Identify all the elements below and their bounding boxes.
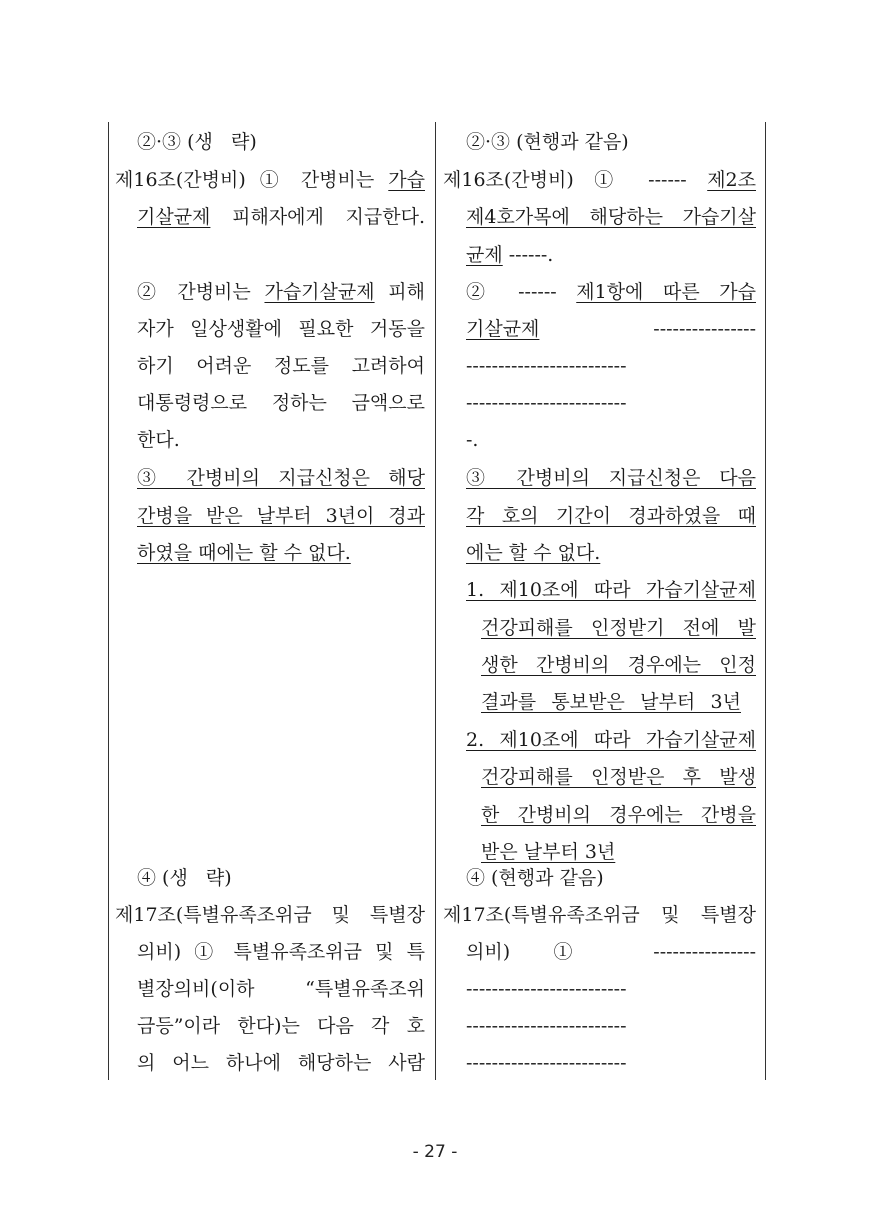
text-line: 대통령령으로 정하는 금액으로 (137, 392, 425, 414)
text-line: 1. 제10조에 따라 가습기살균제 (466, 579, 756, 601)
text-line: 받은 날부터 3년 (481, 841, 616, 863)
text-line (137, 280, 425, 304)
text-segment: ② 간병비는 (137, 281, 265, 303)
text-line: 제17조(특별유족조위금 및 특별장 (443, 904, 756, 926)
text-line (466, 243, 616, 267)
text-line: 결과를 통보받은 날부터 3년 (481, 691, 741, 713)
text-line: ②·③ (생 략) (137, 131, 257, 153)
text-segment: 제2조 (707, 169, 756, 191)
text-line: 하기 어려운 정도를 고려하여 (137, 355, 425, 377)
text-line (137, 205, 425, 229)
text-line: ------------------------- (466, 392, 627, 414)
text-line (466, 940, 756, 964)
text-segment: 피해 (374, 281, 425, 303)
text-line (466, 280, 756, 304)
text-segment: 의비) ① (466, 941, 654, 963)
text-segment: 피해자에게 지급한다. (210, 206, 425, 228)
table-border-left (108, 122, 109, 1080)
text-segment: 가습기살균제 (264, 281, 375, 303)
text-segment: 제1항에 따른 가습 (576, 281, 756, 303)
text-line: ④ (현행과 같음) (466, 867, 604, 889)
text-line: 2. 제10조에 따라 가습기살균제 (466, 729, 756, 751)
text-line (443, 168, 756, 192)
text-segment: 제16조(간병비) ① 간병비는 (115, 169, 389, 191)
text-line: ④ (생 략) (137, 867, 232, 889)
text-line: 한다. (137, 429, 180, 451)
text-line: 한 간병비의 경우에는 간병을 (481, 804, 756, 826)
text-line: ------------------------- (466, 355, 627, 377)
text-segment: ---------------- (653, 941, 756, 963)
text-line: 의비) ① 특별유족조위금 및 특 (137, 941, 425, 963)
text-line: ②·③ (현행과 같음) (466, 131, 629, 153)
text-line: 건강피해를 인정받기 전에 발 (481, 617, 756, 639)
text-line: 하였을 때에는 할 수 없다. (137, 542, 351, 564)
text-line: ③ 간병비의 지급신청은 다음 (466, 467, 756, 489)
text-line: -. (466, 429, 479, 451)
text-line: 제4호가목에 해당하는 가습기살 (466, 206, 756, 228)
text-segment: 가습 (388, 169, 425, 191)
text-line: 별장의비(이하 “특별유족조위 (137, 978, 425, 1000)
text-line (115, 168, 425, 192)
text-line: ③ 간병비의 지급신청은 해당 (137, 467, 425, 489)
text-line: ------------------------- (466, 978, 627, 1000)
text-segment: ② ------ (466, 281, 577, 303)
text-line: 각 호의 기간이 경과하였을 때 (466, 505, 756, 527)
text-line: 에는 할 수 없다. (466, 542, 601, 564)
text-line (466, 317, 756, 341)
text-line: 간병을 받은 날부터 3년이 경과 (137, 505, 425, 527)
text-line: 생한 간병비의 경우에는 인정 (481, 654, 756, 676)
text-segment: ---------------- (539, 318, 756, 340)
text-line: 의 어느 하나에 해당하는 사람 (137, 1052, 425, 1074)
text-segment: 제16조(간병비) ① ------ (443, 169, 708, 191)
text-line: 건강피해를 인정받은 후 발생 (481, 766, 756, 788)
text-line: ------------------------- (466, 1052, 627, 1074)
text-segment: ------. (502, 244, 554, 266)
page-number: - 27 - (412, 1142, 458, 1162)
text-segment: 기살균제 (466, 318, 540, 340)
table-border-right (765, 122, 766, 1080)
table-border-center (435, 122, 436, 1080)
text-line: 제17조(특별유족조위금 및 특별장 (115, 904, 425, 926)
text-segment: 균제 (466, 244, 503, 266)
text-line: 금등”이라 한다)는 다음 각 호 (137, 1015, 425, 1037)
text-segment: 기살균제 (137, 206, 211, 228)
text-line: ------------------------- (466, 1015, 627, 1037)
text-line: 자가 일상생활에 필요한 거동을 (137, 318, 425, 340)
